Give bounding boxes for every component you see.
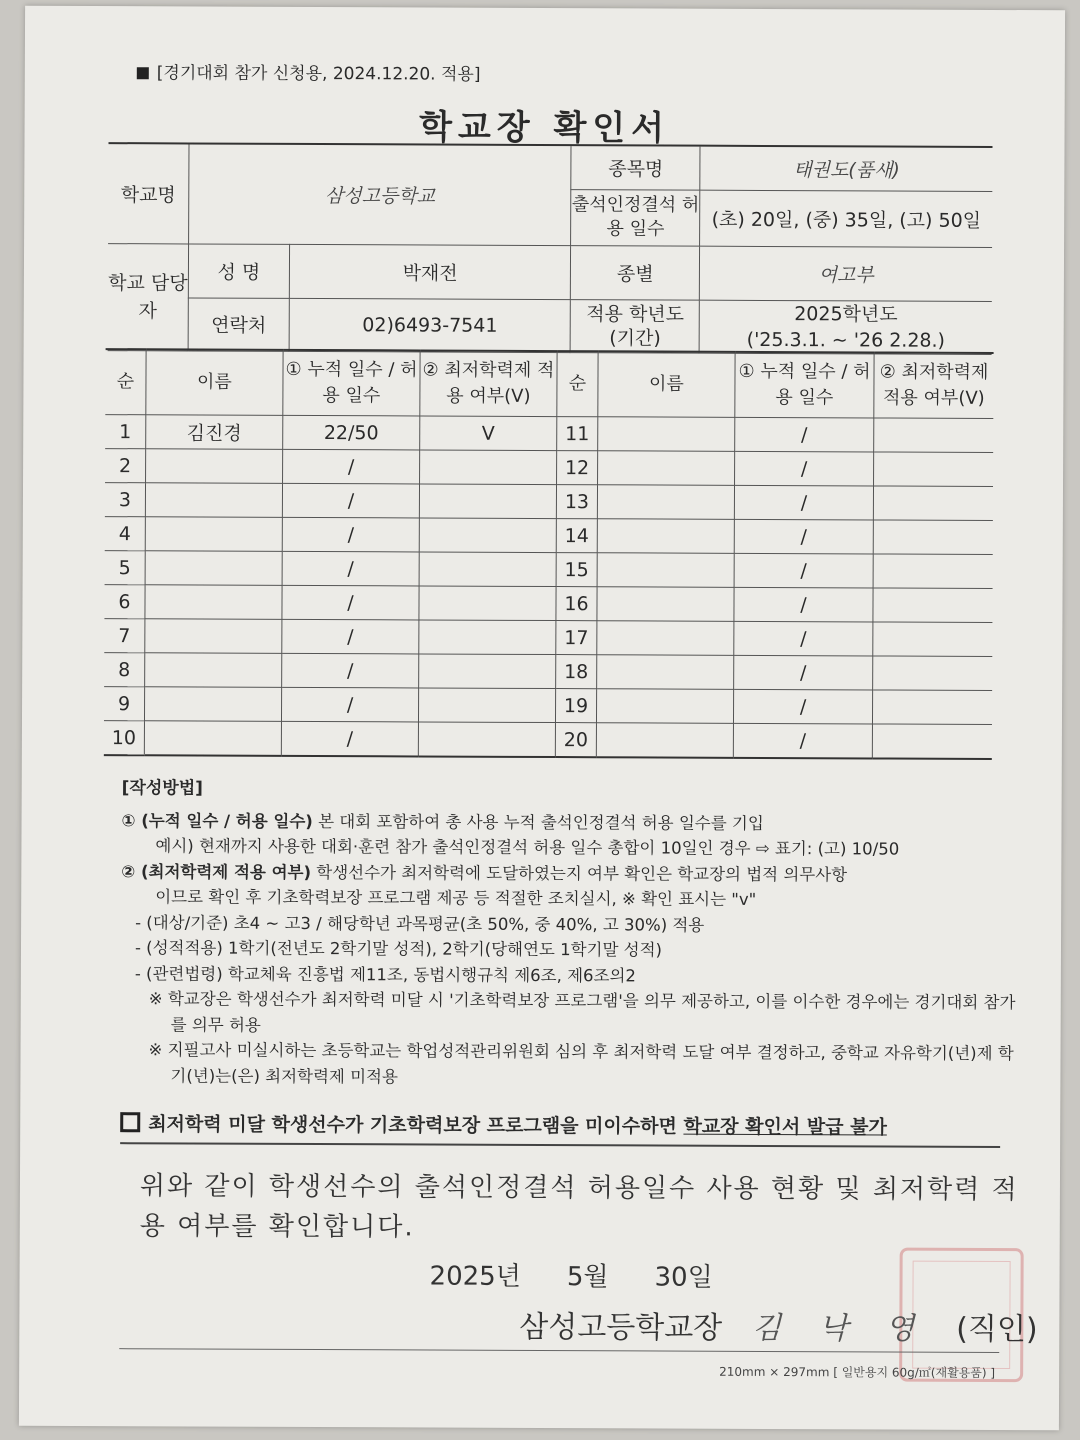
student-name: [597, 655, 734, 690]
footer-divider: [119, 1348, 999, 1353]
days-cell: 22/50: [283, 415, 420, 450]
days-cell: /: [283, 449, 420, 484]
warning-underlined: 학교장 확인서 발급 불가: [683, 1115, 887, 1139]
minimum-check: [873, 486, 993, 521]
days-cell: /: [734, 587, 873, 622]
guide-item-2: ② (최저학력제 적용 여부) 학생선수가 최저학력에 도달하였는지 여부 확인은 학교장의 법적 의무사항: [121, 861, 848, 884]
student-name: [145, 483, 282, 518]
days-cell: /: [281, 721, 418, 756]
checkbox-bullet-icon: [120, 1112, 140, 1132]
year-value: 2025학년도: [794, 302, 898, 326]
row-no: 2: [105, 449, 146, 483]
days-cell: /: [735, 417, 874, 452]
date-month: 5월: [566, 1262, 609, 1293]
row-no: 7: [104, 619, 145, 653]
table-row: [104, 721, 992, 759]
table-row: [104, 619, 992, 657]
minimum-check: [873, 520, 993, 555]
row-no: 11: [557, 417, 598, 451]
student-name: [145, 517, 282, 552]
student-name: [597, 553, 734, 588]
student-name: [144, 687, 281, 722]
minimum-check: [419, 620, 556, 655]
minimum-check: [419, 552, 556, 587]
table-row: [104, 653, 992, 691]
table-row: [105, 449, 993, 487]
guide-note-2: ※ 지필고사 미실시하는 초등학교는 학업성적관리위원회 심의 후 최저학력 도달 여부 결정하고, 중학교 자유학기(년)제 학기(년)는(은) 최저학력제 미적용: [148, 1040, 1014, 1086]
name-label: 성 명: [188, 243, 289, 297]
confirm-text: 위와 같이 학생선수의 출석인정결석 허용일수 사용 현황 및 최저학력 적용 여부를 확인합니다.: [139, 1171, 1019, 1243]
days-cell: /: [282, 483, 419, 518]
date-year: 2025년: [429, 1261, 521, 1292]
document-page: [19, 6, 1065, 1431]
row-no: 12: [557, 451, 598, 485]
days-cell: /: [282, 653, 419, 688]
row-no: 5: [105, 551, 146, 585]
table-row: [105, 551, 993, 589]
minimum-check: [873, 588, 993, 623]
col-name: 이름: [146, 349, 283, 415]
row-no: 16: [556, 587, 597, 621]
minimum-check: [872, 690, 992, 725]
minimum-check: V: [420, 416, 557, 451]
row-no: 13: [556, 485, 597, 519]
guide-sub-law: - (관련법령) 학교체육 진흥법 제11조, 동법시행규칙 제6조, 제6조의2: [134, 963, 636, 985]
date-day: 30일: [654, 1262, 713, 1293]
info-table: [108, 142, 993, 354]
table-row: [105, 415, 993, 453]
minimum-check: [873, 622, 993, 657]
student-name: [597, 621, 734, 656]
days-cell: /: [733, 689, 872, 724]
divider: [120, 1142, 1000, 1148]
row-no: 19: [555, 689, 596, 723]
roster-body: [104, 415, 993, 759]
guide-note-1: ※ 학교장은 학생선수가 최저학력 미달 시 '기초학력보장 프로그램'을 의무 제공하고, 이를 이수한 경우에는 경기대회 참가를 의무 허용: [148, 989, 1016, 1035]
student-name: [596, 689, 733, 724]
roster-table: [104, 348, 994, 760]
col-days-2: ① 누적 일수 / 허용 일수: [735, 352, 874, 418]
minimum-check: [418, 722, 555, 757]
student-name: [598, 451, 735, 486]
student-name: [597, 519, 734, 554]
writing-guide: [120, 776, 1021, 1092]
contact-value: 02)6493-7541: [289, 298, 571, 352]
warning-line: 최저학력 미달 학생선수가 기초학력보장 프로그램을 미이수하면 학교장 확인서 발급 불가: [120, 1109, 887, 1139]
col-no: 순: [105, 349, 146, 415]
row-no: 17: [556, 621, 597, 655]
row-no: 14: [556, 519, 597, 553]
signature-line: [519, 1302, 1037, 1348]
guide-item-1: ① (누적 일수 / 허용 일수) 본 대회 포함하여 총 사용 누적 출석인정결석 허용 일수를 기입: [121, 810, 764, 833]
student-name: [597, 587, 734, 622]
issue-date: [429, 1256, 758, 1294]
days-cell: /: [282, 517, 419, 552]
days-cell: /: [734, 519, 873, 554]
student-name: [145, 653, 282, 688]
student-name: [145, 585, 282, 620]
minimum-check: [872, 724, 992, 759]
school-value: 삼성고등학교: [189, 143, 572, 245]
row-no: 4: [105, 517, 146, 551]
allowed-days-label: 출석인정결석 허용 일수: [571, 189, 700, 246]
minimum-check: [419, 654, 556, 689]
year-cell: [699, 300, 991, 354]
contact-label: 연락처: [188, 297, 289, 350]
year-period: ('25.3.1. ~ '26 2.28.): [746, 328, 946, 352]
sport-label: 종목명: [571, 145, 700, 190]
student-name: [144, 721, 281, 756]
student-name: [596, 723, 733, 758]
category-label: 종별: [571, 245, 700, 300]
row-no: 6: [104, 585, 145, 619]
days-cell: /: [282, 585, 419, 620]
square-bullet-icon: [137, 67, 149, 79]
days-cell: /: [734, 553, 873, 588]
days-cell: /: [734, 655, 873, 690]
row-no: 9: [104, 687, 145, 721]
student-name: [145, 619, 282, 654]
document-title: 학교장 확인서: [419, 107, 671, 149]
minimum-check: [874, 452, 994, 487]
guide-item-2-cont: 이므로 확인 후 기초학력보장 프로그램 제공 등 적절한 조치실시, ※ 확인 표시는 "v": [155, 887, 757, 909]
minimum-check: [419, 518, 556, 553]
category-value: 여고부: [700, 246, 992, 301]
signer-name: 김 낙 영: [752, 1310, 929, 1347]
paper-spec: 210mm × 297mm [ 일반용지 60g/㎡(재활용품) ]: [719, 1364, 996, 1380]
table-row: [104, 687, 992, 725]
col-minimum: ② 최저학력제 적용 여부(V): [420, 350, 557, 416]
days-cell: /: [281, 687, 418, 722]
school-label: 학교명: [108, 143, 189, 243]
days-cell: /: [735, 451, 874, 486]
days-cell: /: [734, 621, 873, 656]
guide-item-1-example: 예시) 현재까지 사용한 대회·훈련 참가 출석인정결석 허용 일수 총합이 10일인 경우 ⇨ 표기: (고) 10/50: [155, 836, 900, 859]
student-name: [145, 551, 282, 586]
days-cell: /: [282, 619, 419, 654]
minimum-check: [420, 450, 557, 485]
row-no: 18: [556, 655, 597, 689]
days-cell: /: [734, 485, 873, 520]
signer-org: 삼성고등학교장: [519, 1309, 723, 1346]
table-row: [105, 483, 993, 521]
table-row: [105, 517, 993, 555]
header-tag: [경기대회 참가 신청용, 2024.12.20. 적용]: [137, 58, 481, 84]
year-label: 적용 학년도 (기간): [570, 299, 699, 353]
stamp-label: (직인): [956, 1311, 1038, 1348]
days-cell: /: [733, 723, 872, 758]
student-name: [598, 417, 735, 452]
manager-label: 학교 담당자: [108, 243, 189, 350]
sport-value: 태권도(품새): [700, 146, 992, 191]
minimum-check: [873, 554, 993, 589]
guide-heading: [작성방법]: [121, 778, 203, 799]
minimum-check: [419, 586, 556, 621]
guide-sub-target: - (대상/기준) 초4 ~ 고3 / 해당학년 과목평균(초 50%, 중 40%, 고 30%) 적용: [135, 912, 705, 935]
student-name: [146, 449, 283, 484]
student-name: 김진경: [146, 415, 283, 450]
row-no: 8: [104, 653, 145, 687]
col-days: ① 누적 일수 / 허용 일수: [283, 350, 420, 416]
student-name: [597, 485, 734, 520]
table-row: [104, 585, 992, 623]
allowed-days-value: (초) 20일, (중) 35일, (고) 50일: [700, 190, 992, 247]
row-no: 20: [555, 723, 596, 758]
minimum-check: [419, 484, 556, 519]
name-value: 박재전: [289, 244, 571, 299]
row-no: 15: [556, 553, 597, 587]
minimum-check: [418, 688, 555, 723]
col-no-2: 순: [557, 351, 598, 417]
col-minimum-2: ② 최저학력제 적용 여부(V): [874, 352, 994, 418]
row-no: 3: [105, 483, 146, 517]
row-no: 10: [104, 721, 145, 756]
minimum-check: [874, 418, 994, 453]
days-cell: /: [282, 551, 419, 586]
col-name-2: 이름: [598, 351, 735, 417]
guide-sub-grades: - (성적적용) 1학기(전년도 2학기말 성적), 2학기(당해연도 1학기말 성적): [134, 938, 663, 960]
row-no: 1: [105, 415, 146, 449]
minimum-check: [873, 656, 993, 691]
